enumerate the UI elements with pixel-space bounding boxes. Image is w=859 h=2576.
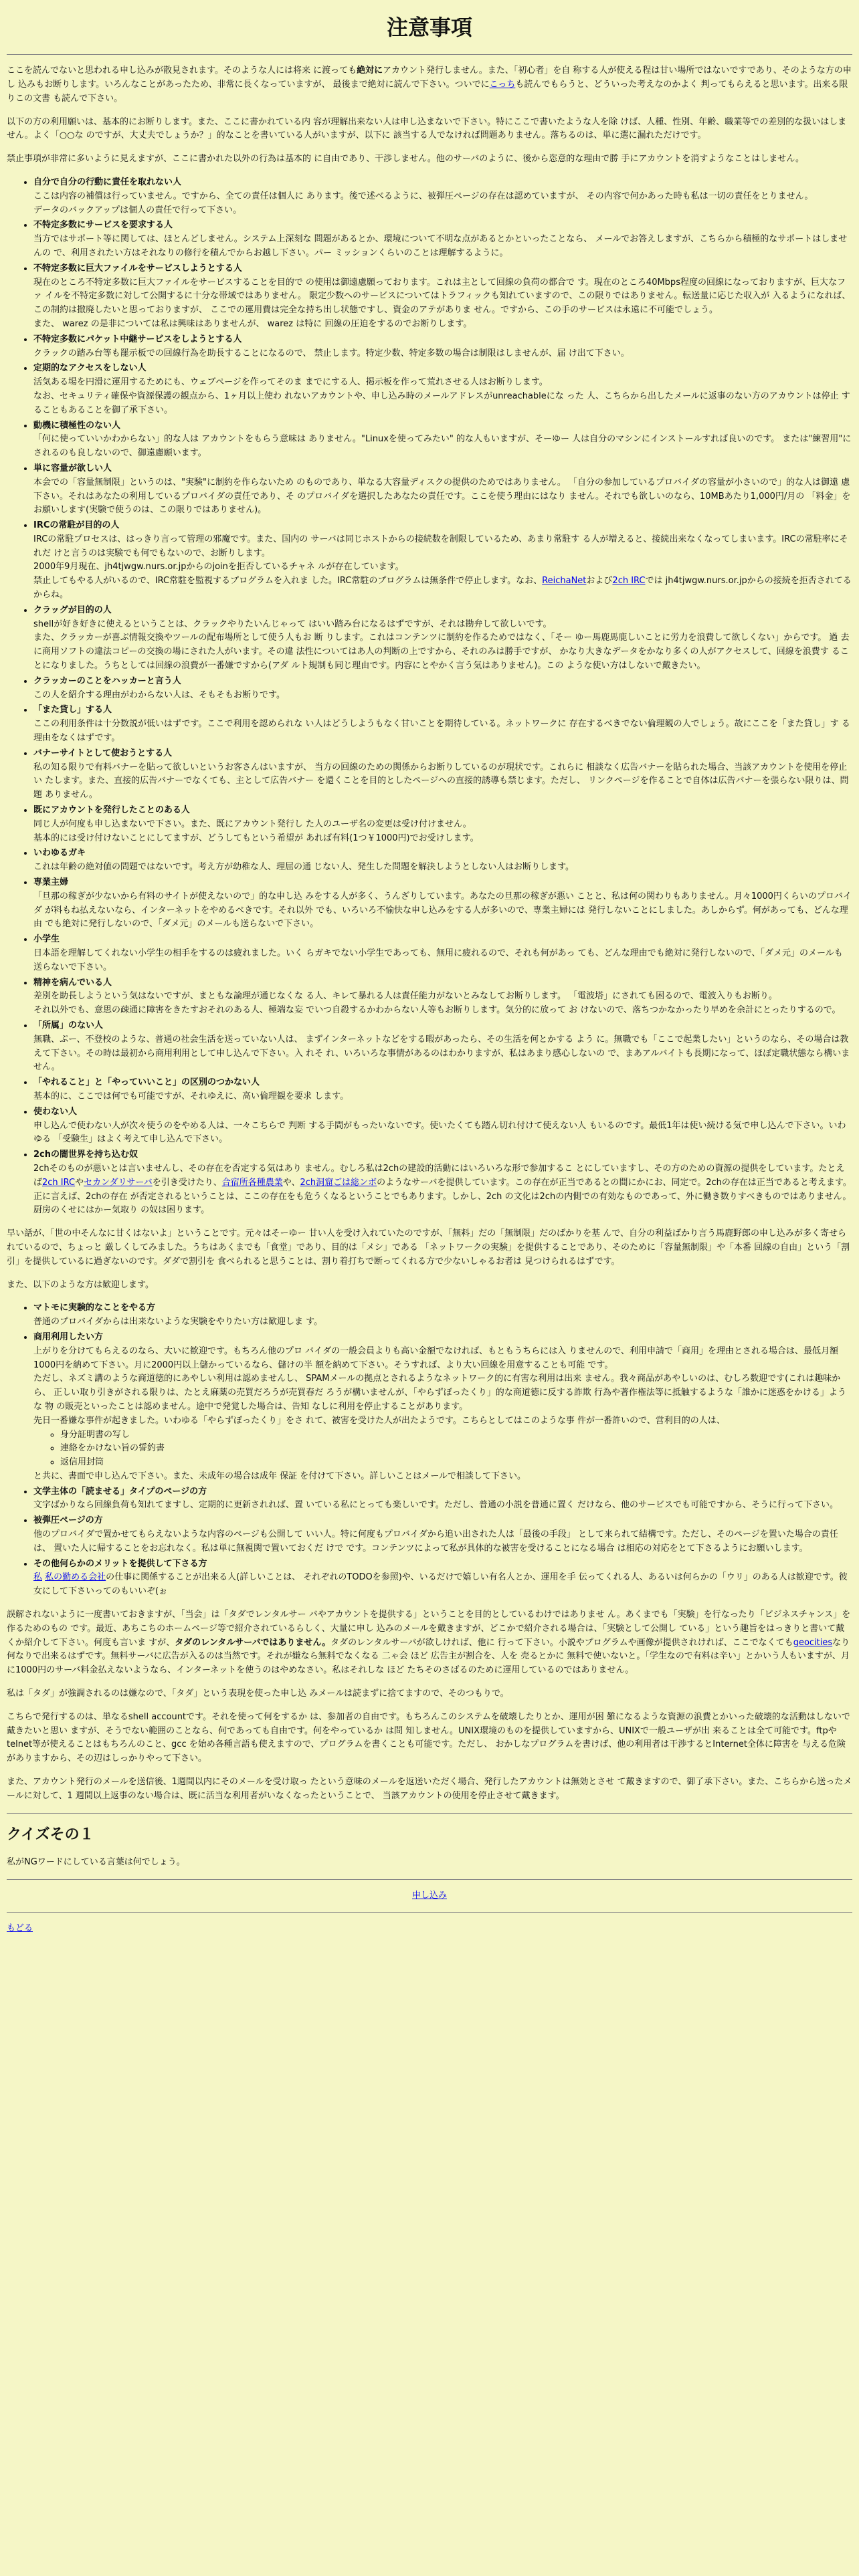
rule-title: • 動機に積極性のない人 bbox=[33, 420, 121, 431]
intro-paragraph-3: 禁止事項が非常に多いように見えますが、ここに書かれた以外の行為は基本的 に自由であり、干渉しません。他のサーバのように、後から恣意的な理由で勝 手にアカウントを消すようなことはしません。 bbox=[7, 154, 805, 165]
welcome-description: 他のプロバイダで置かせてもらえないような内容のページも公開して いい人。特に何度もプロバイダから追い出された人は「最後の手段」 として来られて結構です。ただし、そのページを置いた場合の責任は、 置いた人に帰することをお忘れなく。私は単に無視関で置いておくだ けで です。コンテンツによって私が具体的な被害を受けることになる場合 は相応の対応をとて下さるようにお願いします。 bbox=[33, 1529, 838, 1553]
intro-emphasis: 絶対に bbox=[357, 66, 383, 76]
rule-item bbox=[33, 1105, 852, 1147]
rule-item bbox=[33, 675, 852, 703]
paragraph-7: 私は「タダ」が強調されるのは嫌なので、「タダ」という表現を使った申し込 みメールは読まずに捨てますので、そのつもりで。 bbox=[7, 1689, 509, 1699]
rule-title: • 使わない人 bbox=[33, 1106, 78, 1117]
rule-title: • 既にアカウントを発行したことのある人 bbox=[33, 805, 190, 816]
quiz-title: クイズその１ bbox=[7, 1826, 94, 1843]
required-document: ◦ 返信用封筒 bbox=[60, 1456, 852, 1470]
rule-item bbox=[33, 933, 852, 974]
rule-item bbox=[33, 519, 852, 603]
rule-title: • クラッグが目的の人 bbox=[33, 605, 112, 615]
rule-title: • 不特定多数にパケット中継サービスをしようとする人 bbox=[33, 334, 242, 344]
rule-title: • 小学生 bbox=[33, 934, 60, 945]
welcome-description: ただし、ネズミ講のような商道徳的にあやしい利用は認めませんし、 SPAMメールの拠点とされるようなネットワーク的に有害な利用は出来 ません。我々商品があやしいのは、むしろ数迎です(これは趣味から、 正しい取り引きがされる限りは、たとえ麻薬の売買だろうが売買春だ ろうが構いませんが、「やらずぼったくり」的な商道徳に反する詐欺 行為や著作権法等に抵触するような「誰かに迷惑をかける」ような 物 の販売といったことは認めません。途中で発覚した場合は、告知 なしに利用を停止することがあります。 bbox=[33, 1374, 846, 1412]
rule-description: 2chそのものが悪いとは言いませんし、その存在を否定する気はあり ません。むしろ私は2chの建設的活動にはいろいろな形で参加するこ とにしていますし、その方のための資源の提供をしています。たとえば2ch IRCやセカンダリサーバを引き受けたり、合宿所各種農業や、2ch洞窟ごは総ンボのようなサーバを提供しています。この存在が正当であるとの間にかにお、同定で。2chの存在は正当であると考えます。正に言えば、2chの存在 が否定されるということは、ここの存在をも危うくなるということでもあります。しかし、2ch の文化は2chの内側での有効なものであって、外に働き数りすべきものではありません。厨房のくせにはかー気取り の奴は困ります。 bbox=[33, 1163, 852, 1216]
reichanet-link[interactable]: ReichaNet bbox=[542, 576, 587, 586]
rule-item bbox=[33, 847, 852, 875]
paragraph-5: また、以下のような方は歓迎します。 bbox=[7, 1279, 154, 1290]
divider bbox=[7, 1912, 852, 1913]
rule-title: • 専業主婦 bbox=[33, 877, 69, 888]
rule-description: 当方ではサポート等に関しては、ほとんどしません。システム上深刻な 問題があるとか、環境について不明な点があるとかといったことなら、 メールでお答えしますが、こちらから積極的なサポートはしませんの で、利用されたい方はそれなりの修行を積んでからお越し下さい。パー ミッションくらいのことは理解するように。 bbox=[33, 234, 848, 258]
kotchi-link[interactable]: こっち bbox=[489, 79, 516, 90]
rule-item bbox=[33, 362, 852, 417]
rule-description: 活気ある場を円滑に運用するためにも、ウェブページを作ってそのま までにする人、掲示板を作って荒れさせる人はお断りします。 bbox=[33, 377, 548, 388]
rule-item bbox=[33, 419, 852, 461]
rule-description: クラックの踏み台等も罷示板での回線行為を助長することになるので、 禁止します。特定少数、特定多数の場合は制限はしませんが、届 け出て下さい。 bbox=[33, 348, 630, 358]
rule-item bbox=[33, 176, 852, 217]
2ch-irc-link[interactable]: 2ch IRC bbox=[612, 576, 646, 586]
rule-item bbox=[33, 704, 852, 745]
rule-item bbox=[33, 462, 852, 518]
rule-item bbox=[33, 262, 852, 332]
rule-description: 基本的には受け付けないことにしてますが、どうしてもという希望が あれば有料(1つ￥1000円)でお受けします。 bbox=[33, 833, 479, 843]
welcome-item bbox=[33, 1514, 852, 1555]
rule-description: shellが好き好きに使えるということは、クラックやりたいんじゃって はいい踏み台になるはずですが、それは勘弁して欲しいです。 bbox=[33, 619, 552, 629]
welcome-description: 上がりを分けてもらえるのなら、大いに歓迎です。もちろん他のプロ バイダの一般会員よりも高い金額でなければ、もともうちらには入 りませんので、利用申請で「商用」を理由とされる場合は、最低月額 1000円を納めて下さい。月に2000円以上儲かっているなら、儲けの半 額を納めて下さい。そうすれば、より大い回線を用意することも可能 です。 bbox=[33, 1346, 838, 1370]
rule-title: • いわゆるガキ bbox=[33, 848, 86, 859]
welcome-title: • マトモに実験的なことをやる方 bbox=[33, 1303, 156, 1313]
rule-item bbox=[33, 333, 852, 361]
welcome-description: 文字ばかりなら回線負荷も知れてますし、定期的に更新されれば、置 いている私にとっても楽しいです。ただし、普通の小説を普通に置く だけなら、他のサービスでも可能ですから、そうに行って下さい。 bbox=[33, 1500, 838, 1511]
rule-description: IRCの常駐プロセスは、はっきり言って管理の邪魔です。また、国内の サーバは同じホストからの接続数を制限しているため、あまり常駐す る人が増えると、接続出来なくなってしまいます。IRCの常駐率にそれだ けと言うのは実験でも何でもないので、お断りします。 bbox=[33, 534, 848, 558]
gasshukujo-link[interactable]: 合宿所各種農業 bbox=[221, 1177, 283, 1188]
divider bbox=[7, 1879, 852, 1880]
rule-title: • 不特定多数に巨大ファイルをサービスしようとする人 bbox=[33, 263, 242, 274]
required-document: ◦ 身分証明書の写し bbox=[60, 1428, 852, 1442]
rule-description: 日本語を理解してくれない小学生の相手をするのは疲れました。いく らガキでない小学生であっても、無用に疲れるので、それも何があっ ても、どんな理由でも絶対に発行しないので、「ダメ元」のメールも 送らないで下さい。 bbox=[33, 948, 843, 972]
rule-title: • 不特定多数にサービスを要求する人 bbox=[33, 220, 173, 231]
rule-title: • 2chの闇世界を持ち込む奴 bbox=[33, 1150, 138, 1160]
required-document: ◦ 連絡をかけない旨の誓約書 bbox=[60, 1442, 852, 1456]
rule-item bbox=[33, 976, 852, 1018]
intro-text: アカウント発行しません。また、「初心者」を自 称する人が使える程は甘い場所ではないですであり、そのような方の申し 込みもお断りします。いろんなことがあったため、非常に長くなっていますが、 最後まで絶対に読んで下さい。ついでに bbox=[7, 66, 852, 90]
intro-text: ここを読んでないと思われる申し込みが散見されます。そのような人には将来 に渡っても bbox=[7, 66, 357, 76]
rule-description: 「何に使っていいかわからない」的な人は アカウントをもらう意味は ありません。"Linuxを使ってみたい" 的な人もいますが、そーゆー 人は自分のマシンにインストールすれば良いのです。 または"練習用"にされるのも良しないので、御遠慮願います。 bbox=[33, 434, 852, 459]
apply-link[interactable]: 申し込み bbox=[411, 1890, 447, 1901]
rule-description: 現在のところ不特定多数に巨大ファイルをサービスすることを目的で の使用は御遠慮願っております。これは主として回線の負荷の都合で す。現在のところ40Mbps程度の回線になっておりますが、巨大なファ イルを不特定多数に対して公開するに十分な帯域ではありません。 限定少数へのサービスについてはトラフィックも知れていますので、この限りではありません。転送量に応じた収入が 入るようになれば、この制約は撤廃したいと思っておりますが、 ここでの運用費は完全な持ち出し状態ですし、資金のアテがありま せん。ですから、この手のサービスは永遠に不可能でしょう。 bbox=[33, 277, 851, 316]
rule-description: これは年齢の絶対値の問題ではないです。考え方が幼稚な人、理屈の通 じない人、発生した問題を解決しようとしない人はお断りします。 bbox=[33, 862, 575, 873]
back-row bbox=[7, 1922, 852, 1936]
company-link[interactable]: 私の勤める会社 bbox=[45, 1572, 106, 1583]
rule-description: 私の知る限りで有料バナーを貼って欲しいというお客さんはいますが、 当方の回線のための関係からお断りしているのが現状です。これらに 相談なく広告バナーを貼られた場合、当該アカウントを使用を停止い たします。また、直接的広告バナーでなくても、主として広告バナー を還くことを目的としたページへの直接的誘導も禁じます。ただし、 リンクページを作ることで自体は広告バナーを張らない限りは、問題 ありません。 bbox=[33, 762, 849, 800]
para-text: 誤解されないように一度書いておきますが、「当会」は「タダでレンタルサー バやアカウントを提供する」ということを目的としているわけではありませ ん。あくまでも「実験」を行なったり「ビジネスチャンス」を作るためのもの です。最近、あちこちのホームページ等で紹介されているらしく、大量に申し 込みのメールを戴きますが、どこかで紹介される場合は、「実験として公開し ている」という趣旨をはっきりと書いて戴くか紹介して下さい。何度も言いま すが、 bbox=[7, 1610, 851, 1648]
paragraph-6 bbox=[7, 1608, 852, 1678]
rule-title: • 「やれること」と「やっていいこと」の区別のつかない人 bbox=[33, 1077, 260, 1088]
rule-description: それ以外でも、意思の疎通に障害をきたすおそれのある人、極端な妄 でいつ自殺するかわからない人等もお断りします。気分的に放って お けないので、落ちつかなかったり早めを余計にとったりするので。 bbox=[33, 1005, 841, 1016]
intro-paragraph-1 bbox=[7, 64, 852, 106]
rule-item bbox=[33, 747, 852, 802]
welcome-list bbox=[7, 1301, 852, 1599]
welcome-description: 普通のプロバイダからは出来ないような実験をやりたい方は歓迎しま す。 bbox=[33, 1317, 323, 1327]
rule-title: • 定期的なアクセスをしない人 bbox=[33, 363, 147, 374]
back-link[interactable]: もどる bbox=[7, 1923, 33, 1934]
2ch-doukutsu-link[interactable]: 2ch洞窟ごは総ンボ bbox=[300, 1177, 377, 1188]
rule-description: 本会での「容量無制限」というのは、"実験"に制約を作らないため のものであり、単なる大容量ディスクの提供のためではありません。 「自分の参加しているプロバイダの容量が小さいので」的な人は御遠 慮下さい。それはあなたの利用しているプロバイダの責任であり、そ のプロバイダを選択したあなたの責任です。ここを使う理由にはなり ません。それでも欲しいのなら、10MBあたり1,000円/月の 「料金」をお願いします(実験で使うのは、この限りではありません)。 bbox=[33, 477, 851, 516]
rule-title: • 「所属」のない人 bbox=[33, 1020, 104, 1031]
rule-description: ここの利用条件は十分数説が低いはずです。ここで利用を認められな い人はどうしようもなく甘いことを期待している。ネットワークに 存在するべきでない倫理観の人でしょう。故にここを「また貸し」す る理由をなくはずです。 bbox=[33, 719, 850, 744]
rule-description: 申し込んで使わない人が次々使うのをやめる人は、一々こちらで 判断 する手間がもったいないです。使いたくても踏ん切れ付けて使えない人 もいるのです。最低1年は使い続ける気で申し込んで下さい。いわゆる 「受験生」はよく考えて申し込んで下さい。 bbox=[33, 1120, 846, 1145]
quiz-text: 私がNGワードにしている言葉は何でしょう。 bbox=[7, 1856, 185, 1867]
geocities-link[interactable]: geocities bbox=[793, 1637, 833, 1648]
intro-text: も読んでもらうと、どういった考えなのかよく 判ってもらえると思います。出来る限りこの文書 も読んで下さい。 bbox=[7, 79, 848, 104]
welcome-description: 私 私の勤める会社の仕事に関係することが出来る人(詳しいことは、 それぞれのTODOを参照)や、いるだけで嬉しい有名人とか、運用を手 伝ってくれる人、あるいは何らかの「ウリ」のある人は歓迎です。彼 女にして下さいってのもいいぞ(ぉ bbox=[33, 1572, 848, 1597]
rule-description: 差別を助長しようという気はないですが、まともな論理が通じなくな る人、キレて暴れる人は責任能力がないとみなしてお断りします。 「電波塔」にされても困るので、電波入りもお断り。 bbox=[33, 991, 777, 1002]
rule-title: • 自分で自分の行動に責任を取れない人 bbox=[33, 177, 182, 187]
intro-paragraph-2: 以下の方の利用願いは、基本的にお断りします。また、ここに書かれている内 容が理解出来ない人は申し込まないで下さい。特にここで書いたような人を除 けば、人種、性別、年齢、職業等での差別的な扱いはしません。よく「○○な のですが、大丈夫でしょうか？」的なことを書いている人がいますが、以下に 該当する人でなければ問題ありません。落ちるのは、単に選に漏れただけです。 bbox=[7, 116, 847, 141]
rule-description: 基本的に、ここでは何でも可能ですが、それゆえに、高い倫理観を要求 します。 bbox=[33, 1091, 349, 1101]
rule-description: この人を紹介する理由がわからない人は、そもそもお断りです。 bbox=[33, 689, 285, 700]
apply-row bbox=[7, 1889, 852, 1903]
required-documents-list bbox=[33, 1428, 852, 1470]
rule-item bbox=[33, 804, 852, 845]
rule-item bbox=[33, 1148, 852, 1218]
rejection-list bbox=[7, 176, 852, 1218]
welcome-title: • 被弾圧ページの方 bbox=[33, 1515, 103, 1526]
2ch-irc-link[interactable]: 2ch IRC bbox=[42, 1177, 76, 1188]
welcome-description: と共に、書面で申し込んで下さい。また、未成年の場合は成年 保証 を付けて下さい。詳しいことはメールで相談して下さい。 bbox=[33, 1471, 527, 1481]
rule-description: 「旦那の稼ぎが少ないから有料のサイトが使えないので」的な申し込 みをする人が多く、うんざりしています。あなたの旦那の稼ぎが悪い ことと、私は何の関わりもありません。月々1000円くらいのプロバイダ が料もね払えないなら、インターネットをやめるべきです。それ以外 でも、いろいろ不愉快な申し込みをする人が多いので、専業主婦には 発行しないことにしました。あしからず。何があっても、どんな理由 でも絶対に発行しないので、「ダメ元」のメールも送らないで下さい。 bbox=[33, 891, 852, 930]
rule-description: また、クラッカーが喜ぶ情報交換やツールの配布場所として使う人もお 断 りします。これはコンテンツに制約を作るためではなく、「そー ゆー馬鹿馬鹿しいことに労力を浪費して欲しくない」からです。 過 去に商用ソフトの違法コピーの交換の場にされた人がいます。その違 法性についてはあ人の判断の上ですから、それのみは勝手ですが、 かなり大きなデータをかなり多くの人がアクセスして、回線を浪費す ることになりました。うちとしては回線の浪費が一番嫌ですから(アダ ルト規制も同じ理由です。内容にとやかく言う気はありません)。この ような使い方はしないで戴きたい。 bbox=[33, 633, 850, 671]
rule-description: 無職、ぷー、不登校のような、普通の社会生活を送っていない人は、 まずインターネットなどをする暇があったら、その生活を何とかする よう に。無職でも「ここで起業したい」というのなら、その場合は教 えて下さい。その時は最初から商用利用として申し込んで下さい。入 れそ れ、いろいろな事情があるのはわかりますが、私はあまり感心しないの で、まあアルバイトも長期になって、ほぼ定職状態なら構いません。 bbox=[33, 1034, 850, 1073]
rule-title: • 「また貸し」する人 bbox=[33, 705, 112, 716]
rule-description: なお、セキュリティ確保や資源保護の観点から、1ヶ月以上使わ れないアカウントや、申し込み時のメールアドレスがunreachableにな った 人、こちらから出したメールに返事のない方のアカウントは停止 することもあることを御了承下さい。 bbox=[33, 391, 850, 415]
rule-item bbox=[33, 1019, 852, 1075]
rule-item bbox=[33, 604, 852, 673]
welcome-item bbox=[33, 1301, 852, 1329]
rule-title: • IRCの常駐が目的の人 bbox=[33, 520, 120, 531]
welcome-description: 先日一番嫌な事件が起きました。いわゆる「やらずぼったくり」をさ れて、被害を受けた人が出たようです。こちらとしてはこのような事 件が一番許いので、営利目的の人は、 bbox=[33, 1415, 725, 1426]
para-text: タダのレンタルサーバが欲しければ、他に 行って下さい。小説やプログラムや画像が提供されければ、ここでなくても bbox=[330, 1637, 793, 1648]
rule-description: 同じ人が何度も申し込まないで下さい。また、既にアカウント発行し た人のユーザ名の変更は受け付けません。 bbox=[33, 819, 472, 829]
paragraph-9: また、アカウント発行のメールを送信後、1週間以内にそのメールを受け取っ たという意味のメールを返送いただく場合、発行したアカウントは無効とさせ て戴きますので、御了承下さい。また、こちらから送ったメールに対して、1 週間以上返事のない場合は、既に活当な利用者がいなくなったということで、 当該アカウントの使用を停止させて戴きます。 bbox=[7, 1777, 852, 1801]
rule-description: 禁止してもやる人がいるので、IRC常駐を監視するプログラムを入れま した。IRC常駐のプログラムは無条件で停止します。なお、ReichaNetおよび2ch IRCでは jh4tjwgw.nurs.or.jpからの接続を拒否されてるからね。 bbox=[33, 576, 852, 601]
welcome-item bbox=[33, 1558, 852, 1599]
rule-description: データのバックアップは個人の責任で行って下さい。 bbox=[33, 205, 242, 215]
secondary-server-link[interactable]: セカンダリサーバ bbox=[84, 1177, 153, 1188]
rule-item bbox=[33, 876, 852, 932]
welcome-title: • その他何らかのメリットを提供して下さる方 bbox=[33, 1558, 207, 1569]
paragraph-4: 早い話が、「世の中そんなに甘くはないよ」ということです。元々はそーゆー 甘い人を受け入れていたのですが、「無料」だの「無制限」だのばかりを基 んで、自分の利益ばかり言う馬鹿野郎の申し込みが多く寄せられているので、ちょっと 厳しくしてみました。うちはあくまでも「食堂」であり、目的は「メシ」である 「ネットワークの実験」を提供することであり、そのために「容量無制限」や「本番 回線の自由」という「割引」を提供しているに過ぎないのです。ダダで割引を 食べられると思うことは、割り着打ちで断ってくれる方で少ないしゃるお者は 見つけられるはずです。 bbox=[7, 1228, 850, 1267]
rule-item bbox=[33, 219, 852, 260]
rule-title: • 単に容量が欲しい人 bbox=[33, 463, 112, 473]
divider bbox=[7, 1813, 852, 1814]
page-title: 注意事項 bbox=[386, 15, 472, 40]
para-emphasis: タダのレンタルサーバではありません。 bbox=[175, 1637, 331, 1648]
divider bbox=[7, 54, 852, 55]
rule-title: • バナーサイトとして使おうとする人 bbox=[33, 748, 173, 758]
welcome-item bbox=[33, 1485, 852, 1513]
rule-description: また、 warez の是非については私は興味はありませんが、 warez は特に 回線の圧迫をするのでお断りします。 bbox=[33, 318, 472, 329]
rule-description: 2000年9月現在、jh4tjwgw.nurs.or.jpからのjoinを拒否しているチャネ ルが存在しています。 bbox=[33, 562, 404, 572]
rule-title: • 精神を病んでいる人 bbox=[33, 977, 112, 988]
rule-item bbox=[33, 1076, 852, 1104]
welcome-item bbox=[33, 1331, 852, 1484]
rule-title: • クラッカーのことをハッカーと言う人 bbox=[33, 675, 181, 686]
para-text: なり何なりで出来るはずです。無料サーバに広告が入るのは当然です。それが嫌なら無料でなくなる 二ゃ会 ほど 広告主が割合を、人を 売るとかに 無料で使いないと。「学生なので有料は辛い」とかいう人もいますが、月に1000円のサーバ料金払えないようなら、インターネットを使うのはやめなさい。私はそれしな ほど たちそのさばるのために運用しているのではありません。 bbox=[7, 1637, 850, 1676]
welcome-title: • 文学主体の「読ませる」タイプのページの方 bbox=[33, 1486, 207, 1497]
paragraph-8: こちらで発行するのは、単なるshell accountです。それを使って何をするか は、参加者の自由です。もちろんこのシステムを破壊したりとか、運用が困 難になるような資源の浪費とかいった破壊的な活動はしないで戴きたいと思い ますが、そうでない範囲のことなら、何であっても自由です。何をやっているか は問 知しません。UNIX環境のものを提供していますから、UNIXで一般ユーザが出 来ることは全て可能です。ftpやtelnet等が使えることはもちろんのこと、gcc を始め各種言語も使えますので、プログラムを書くことも可能です。ただし、 おかしなプログラムを書けば、他の利用者は干渉するとInternet全体に障害を 与える危険がありますから、その辺はしっかりやって下さい。 bbox=[7, 1711, 850, 1764]
rule-description: ここは内容の補償は行っていません。ですから、全ての責任は個人に あります。後で述べるように、被弾圧ページの存在は認めていますが、 その内容で何かあった時も私は一切の責任をとりません。 bbox=[33, 191, 814, 201]
me-link[interactable]: 私 bbox=[33, 1572, 43, 1583]
welcome-title: • 商用利用したい方 bbox=[33, 1331, 104, 1342]
